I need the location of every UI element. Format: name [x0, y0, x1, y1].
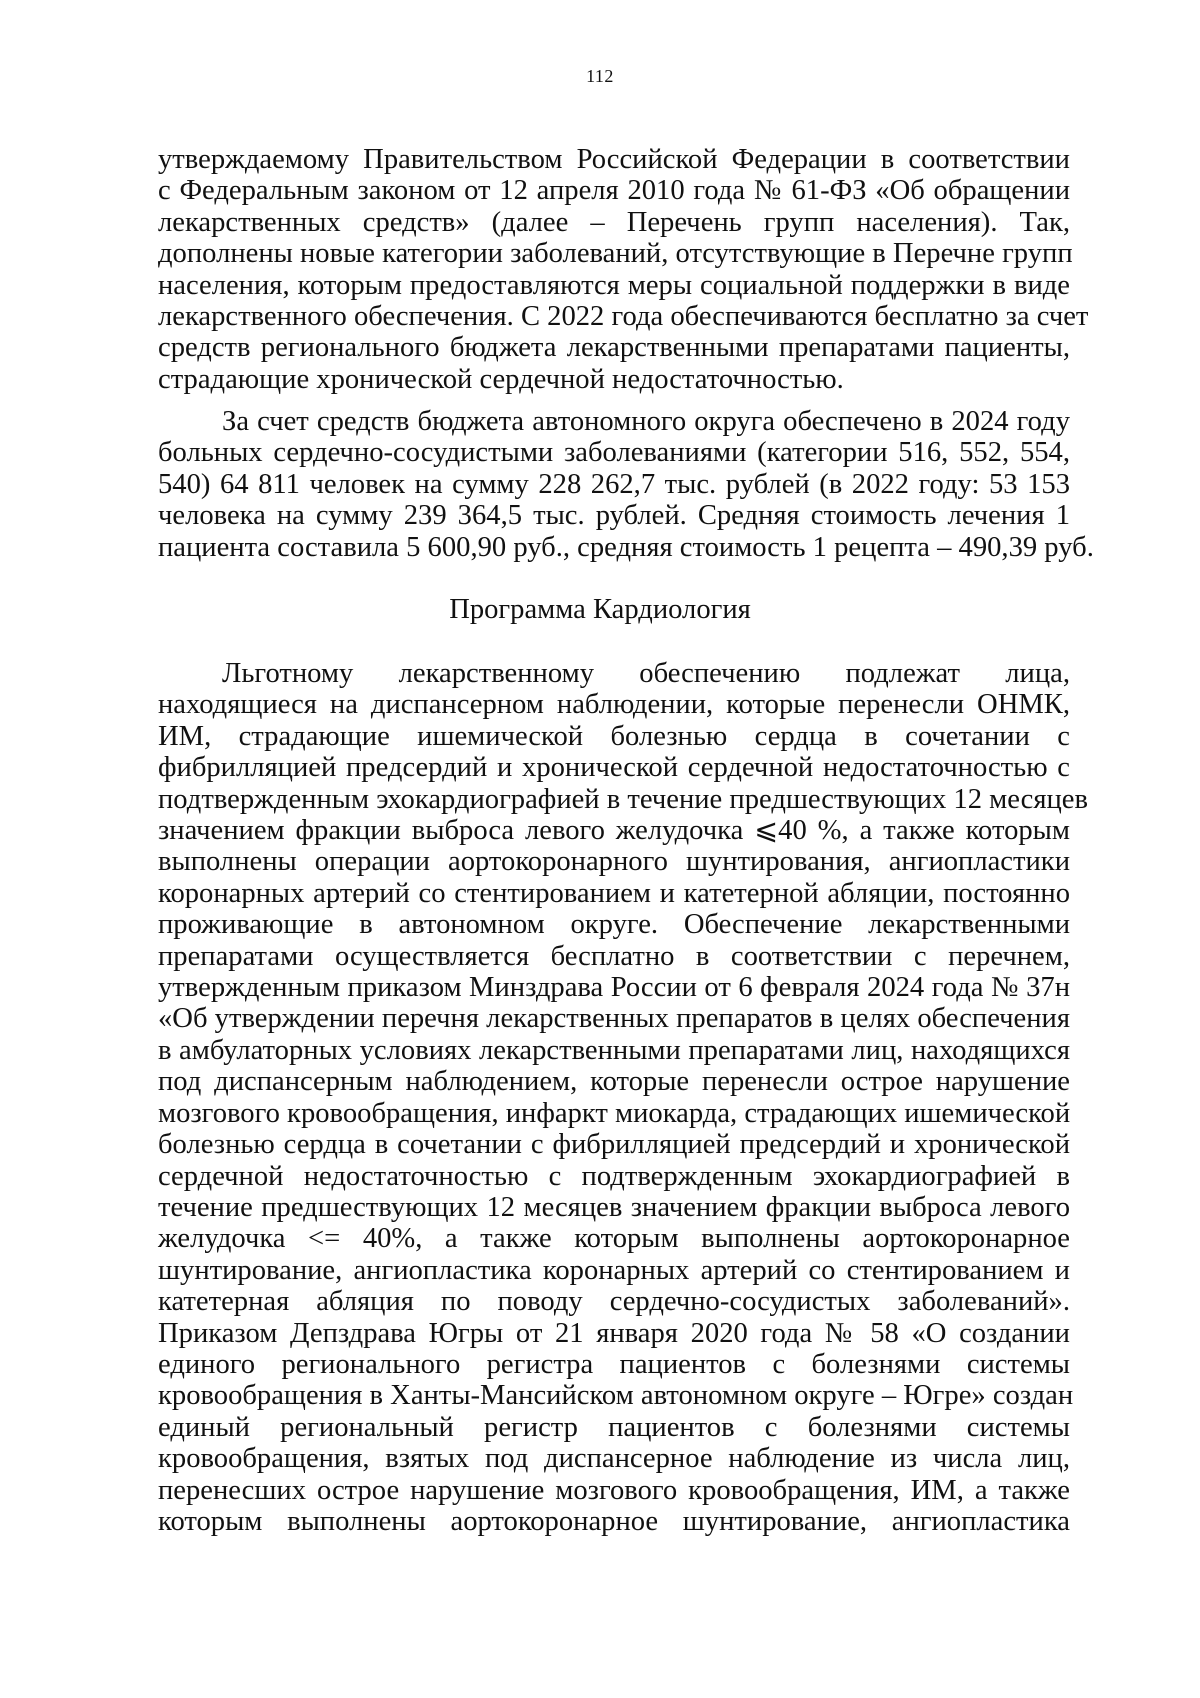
text-line: течение предшествующих 12 месяцев значением фракции выброса левого: [158, 1191, 1070, 1223]
text-line: подтвержденным эхокардиографией в течение предшествующих 12 месяцев: [158, 783, 1088, 815]
text-line: фибрилляцией предсердий и хронической сердечной недостаточностью с: [158, 752, 1070, 784]
text-line: человека на сумму 239 364,5 тыс. рублей. Средняя стоимость лечения 1: [158, 500, 1070, 532]
text-line: утвержденным приказом Минздрава России от 6 февраля 2024 года № 37н: [158, 972, 1070, 1004]
text-line: которым выполнены аортокоронарное шунтирование, ангиопластика: [158, 1505, 1070, 1537]
text-line: проживающие в автономном округе. Обеспечение лекарственными: [158, 909, 1070, 941]
text-line: пациента составила 5 600,90 руб., средняя стоимость 1 рецепта – 490,39 руб.: [158, 531, 1094, 563]
text-line: Приказом Депздрава Югры от 21 января 2020 года № 58 «О создании: [158, 1317, 1070, 1349]
text-line: находящиеся на диспансерном наблюдении, которые перенесли ОНМК,: [158, 689, 1070, 721]
text-line: ИМ, страдающие ишемической болезнью сердца в сочетании с: [158, 720, 1070, 752]
text-line: в амбулаторных условиях лекарственными препаратами лиц, находящихся: [158, 1034, 1070, 1066]
text-line: желудочка <= 40%, а также которым выполнены аортокоронарное: [158, 1223, 1070, 1255]
text-line: утверждаемому Правительством Российской Федерации в соответствии: [158, 144, 1070, 175]
text-line: препаратами осуществляется бесплатно в соответствии с перечнем,: [158, 940, 1070, 972]
text-line: катетерная абляция по поводу сердечно-сосудистых заболеваний».: [158, 1286, 1070, 1318]
text-line: коронарных артерий со стентированием и катетерной абляции, постоянно: [158, 877, 1070, 909]
page-number: 112: [586, 66, 614, 86]
text-line: Льготному лекарственному обеспечению подлежат лица,: [222, 658, 1070, 689]
text-line: средств регионального бюджета лекарственными препаратами пациенты,: [158, 332, 1070, 364]
text-line: кровообращения в Ханты-Мансийском автономном округе – Югре» создан: [158, 1380, 1074, 1412]
text-line: сердечной недостаточностью с подтвержденным эхокардиографией в: [158, 1160, 1070, 1192]
text-line: страдающие хронической сердечной недостаточностью.: [158, 363, 844, 395]
paragraph-2: [158, 406, 1094, 563]
text-line: значением фракции выброса левого желудочка ⩽40 %, а также которым: [158, 815, 1070, 847]
text-line: единый региональный регистр пациентов с болезнями системы: [158, 1411, 1070, 1443]
text-line: мозгового кровообращения, инфаркт миокарда, страдающих ишемической: [158, 1097, 1071, 1129]
text-line: болезнью сердца в сочетании с фибрилляцией предсердий и хронической: [158, 1129, 1070, 1161]
section-heading: Программа Кардиология: [449, 594, 751, 625]
text-line: выполнены операции аортокоронарного шунтирования, ангиопластики: [158, 846, 1070, 878]
text-line: лекарственного обеспечения. С 2022 года обеспечиваются бесплатно за счет: [158, 301, 1089, 333]
text-line: единого регионального регистра пациентов с болезнями системы: [158, 1348, 1070, 1380]
paragraph-1: [158, 144, 1089, 395]
text-line: шунтирование, ангиопластика коронарных артерий со стентированием и: [158, 1254, 1070, 1286]
text-line: За счет средств бюджета автономного округа обеспечено в 2024 году: [222, 406, 1070, 437]
text-line: больных сердечно-сосудистыми заболеваниями (категории 516, 552, 554,: [158, 437, 1070, 469]
text-line: «Об утверждении перечня лекарственных препаратов в целях обеспечения: [158, 1003, 1070, 1035]
text-line: дополнены новые категории заболеваний, отсутствующие в Перечне групп: [158, 238, 1073, 270]
text-line: 540) 64 811 человек на сумму 228 262,7 тыс. рублей (в 2022 году: 53 153: [158, 468, 1070, 500]
text-line: перенесших острое нарушение мозгового кровообращения, ИМ, а также: [158, 1474, 1070, 1506]
text-line: лекарственных средств» (далее – Перечень групп населения). Так,: [158, 206, 1070, 238]
text-line: населения, которым предоставляются меры социальной поддержки в виде: [158, 269, 1070, 301]
paragraph-3: [158, 658, 1088, 1537]
text-line: с Федеральным законом от 12 апреля 2010 года № 61-ФЗ «Об обращении: [158, 175, 1070, 207]
text-line: кровообращения, взятых под диспансерное наблюдение из числа лиц,: [158, 1443, 1070, 1475]
text-line: под диспансерным наблюдением, которые перенесли острое нарушение: [158, 1066, 1070, 1098]
